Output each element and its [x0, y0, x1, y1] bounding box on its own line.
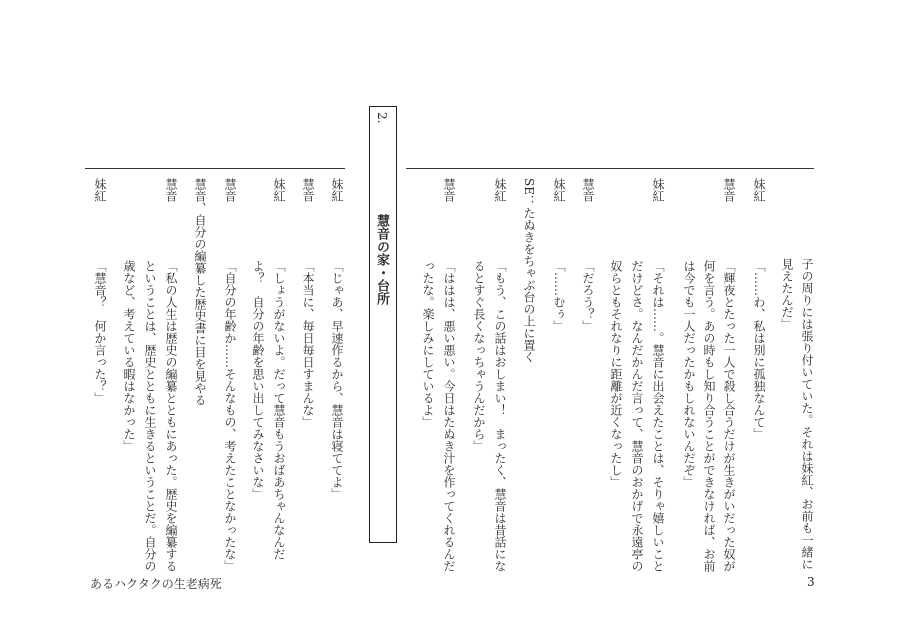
dialogue-line: 「しょうがないよ。だって慧音もうおばあちゃんなんだ — [272, 260, 286, 560]
dialogue-line: ということは、歴史とともに生きるということだ。自分の — [143, 260, 157, 572]
speaker-label: 妹紅 — [651, 178, 665, 202]
dialogue-line: 「自分の年齢か……そんなもの、考えたことなかったな」 — [223, 260, 237, 572]
dialogue-line: は今でも一人だったかもしれないんだぞ」 — [682, 260, 696, 488]
speaker-label: 妹紅 — [552, 178, 566, 202]
page-number: 3 — [807, 575, 815, 589]
speaker-label: 慧音 — [223, 178, 237, 202]
dialogue-line: 「それは……。慧音に出会えたことは、そりゃ嬉しいこと — [651, 260, 665, 572]
dialogue-line: だけどさ。なんだかんだ言って、慧音のおかげで永遠亭の — [630, 260, 644, 572]
left-top-rule — [85, 168, 345, 169]
scene-title: 慧音の家・台所 — [374, 214, 389, 305]
continuation-line: 子の周りには張り付いていた。それは妹紅、お前も一緒に — [800, 258, 814, 570]
dialogue-line: 「私の人生は歴史の編纂とともにあった。歴史を編纂する — [164, 260, 178, 572]
footer-title: あるハクタクの生老病死 — [90, 577, 222, 591]
speaker-label: 慧音 — [581, 178, 595, 202]
dialogue-line: 「ははは、悪い悪い。今日はたぬき汁を作ってくれるんだ — [442, 260, 456, 572]
dialogue-line: るとすぐ長くなっちゃうんだから」 — [472, 260, 486, 452]
dialogue-line: 「だろう？」 — [581, 260, 595, 332]
speaker-label: 慧音 — [442, 178, 456, 202]
dialogue-line: 何を言う。あの時もし知り合うことができなければ、お前 — [702, 260, 716, 572]
speaker-label: 慧音 — [722, 178, 736, 202]
dialogue-line: 「……わ、私は別に孤独なんて」 — [752, 260, 766, 440]
sound-effect-direction: SE：たぬきをちゃぶ台の上に置く — [522, 178, 536, 363]
dialogue-line: 「もう、この話はおしまい！ まったく、慧音は昔話にな — [493, 260, 507, 572]
dialogue-line: 「慧音？ 何か言った？」 — [93, 260, 107, 404]
dialogue-line: 「……むぅ」 — [552, 260, 566, 332]
dialogue-line: 歳など、考えている暇はなかった」 — [122, 260, 136, 452]
dialogue-line: 「じゃあ、早速作るから、慧音は寝ててよ」 — [330, 260, 344, 500]
scene-heading-box — [369, 106, 397, 543]
dialogue-line: ったな。楽しみにしているよ」 — [421, 260, 435, 428]
right-top-rule — [406, 168, 814, 169]
speaker-label: 慧音 — [164, 178, 178, 202]
speaker-label: 慧音 — [301, 178, 315, 202]
speaker-label: 妹紅 — [272, 178, 286, 202]
speaker-label: 妹紅 — [93, 178, 107, 202]
scene-number: 2. — [375, 112, 389, 124]
dialogue-line: よ？ 自分の年齢を思い出してみなさいな」 — [251, 260, 265, 500]
speaker-label: 妹紅 — [330, 178, 344, 202]
dialogue-line: 奴らともそれなりに距離が近くなったし」 — [609, 260, 623, 488]
speaker-label: 妹紅 — [752, 178, 766, 202]
speaker-label: 妹紅 — [493, 178, 507, 202]
dialogue-line: 「本当に、毎日毎日すまんな」 — [301, 260, 315, 428]
continuation-line: 見えたんだ」 — [780, 258, 794, 330]
dialogue-line: 「輝夜とたった一人で殺し合うだけが生きがいだった奴が — [722, 260, 736, 572]
stage-direction: 慧音、自分の編纂した歴史書に目を見やる — [193, 178, 207, 406]
